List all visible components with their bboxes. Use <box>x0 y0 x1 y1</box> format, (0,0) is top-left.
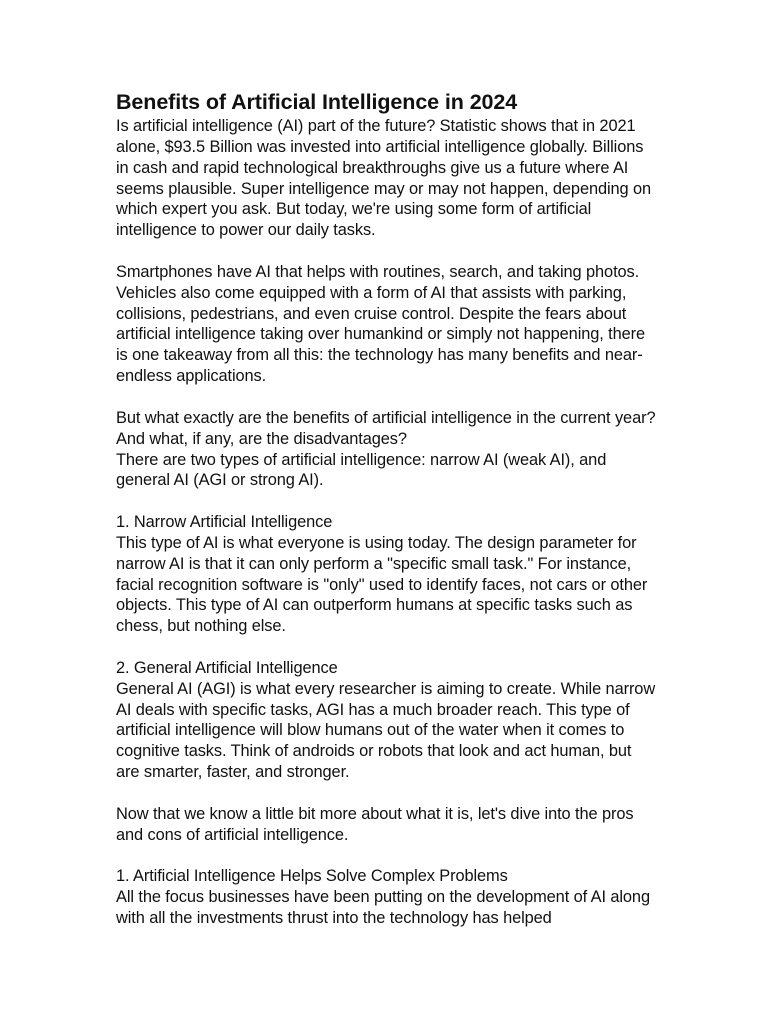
paragraph-narrow-ai: This type of AI is what everyone is using today. The design parameter for narrow AI is that it can only perform a "specific small task." For instance, facial recognition software is "only" used to identify faces, not cars or other objects. This type of AI can outperform humans at specific tasks such as chess, but nothing else. <box>116 533 648 636</box>
paragraph-pros-cons-intro: Now that we know a little bit more about what it is, let's dive into the pros and cons of artificial intelligence. <box>116 804 634 844</box>
paragraph-everyday-ai: Smartphones have AI that helps with routines, search, and taking photos. Vehicles also come equipped with a form of AI that assists with parking, collisions, pedestrians, and even cruise control. Despite the fears about artificial intelligence taking over humankind or simply not happening, there is one takeaway from all this: the technology has many benefits and near-endless applications. <box>116 262 646 386</box>
section-heading-narrow-ai: 1. Narrow Artificial Intelligence <box>116 513 333 532</box>
document-title: Benefits of Artificial Intelligence in 2024 <box>116 90 518 114</box>
paragraph-spacer <box>116 637 656 658</box>
paragraph-spacer <box>116 491 656 512</box>
document-body <box>116 88 656 929</box>
paragraph-spacer <box>116 241 656 262</box>
paragraph-spacer <box>116 846 656 867</box>
paragraph-general-ai: General AI (AGI) is what every researcher is aiming to create. While narrow AI deals with specific tasks, AGI has a much broader reach. This type of artificial intelligence will blow humans out of the water when it comes to cognitive tasks. Think of androids or robots that look and act human, but are smarter, faster, and stronger. <box>116 679 656 782</box>
paragraph-intro: Is artificial intelligence (AI) part of the future? Statistic shows that in 2021 alone, $93.5 Billion was invested into artificial intelligence globally. Billions in cash and rapid technological breakthroughs give us a future where AI seems plausible. Super intelligence may or may not happen, depending on which expert you ask. But today, we're using some form of artificial intelligence to power our daily tasks. <box>116 117 652 240</box>
section-heading-complex-problems: 1. Artificial Intelligence Helps Solve Complex Problems <box>116 867 508 886</box>
paragraph-spacer <box>116 387 656 408</box>
paragraph-spacer <box>116 783 656 804</box>
paragraph-ai-types: There are two types of artificial intelligence: narrow AI (weak AI), and general AI (AGI or strong AI). <box>116 450 607 490</box>
paragraph-complex-problems: All the focus businesses have been putting on the development of AI along with all the investments thrust into the technology has helped <box>116 888 650 928</box>
paragraph-benefits-question: But what exactly are the benefits of artificial intelligence in the current year? And what, if any, are the disadvantages? <box>116 408 656 448</box>
section-heading-general-ai: 2. General Artificial Intelligence <box>116 658 338 677</box>
